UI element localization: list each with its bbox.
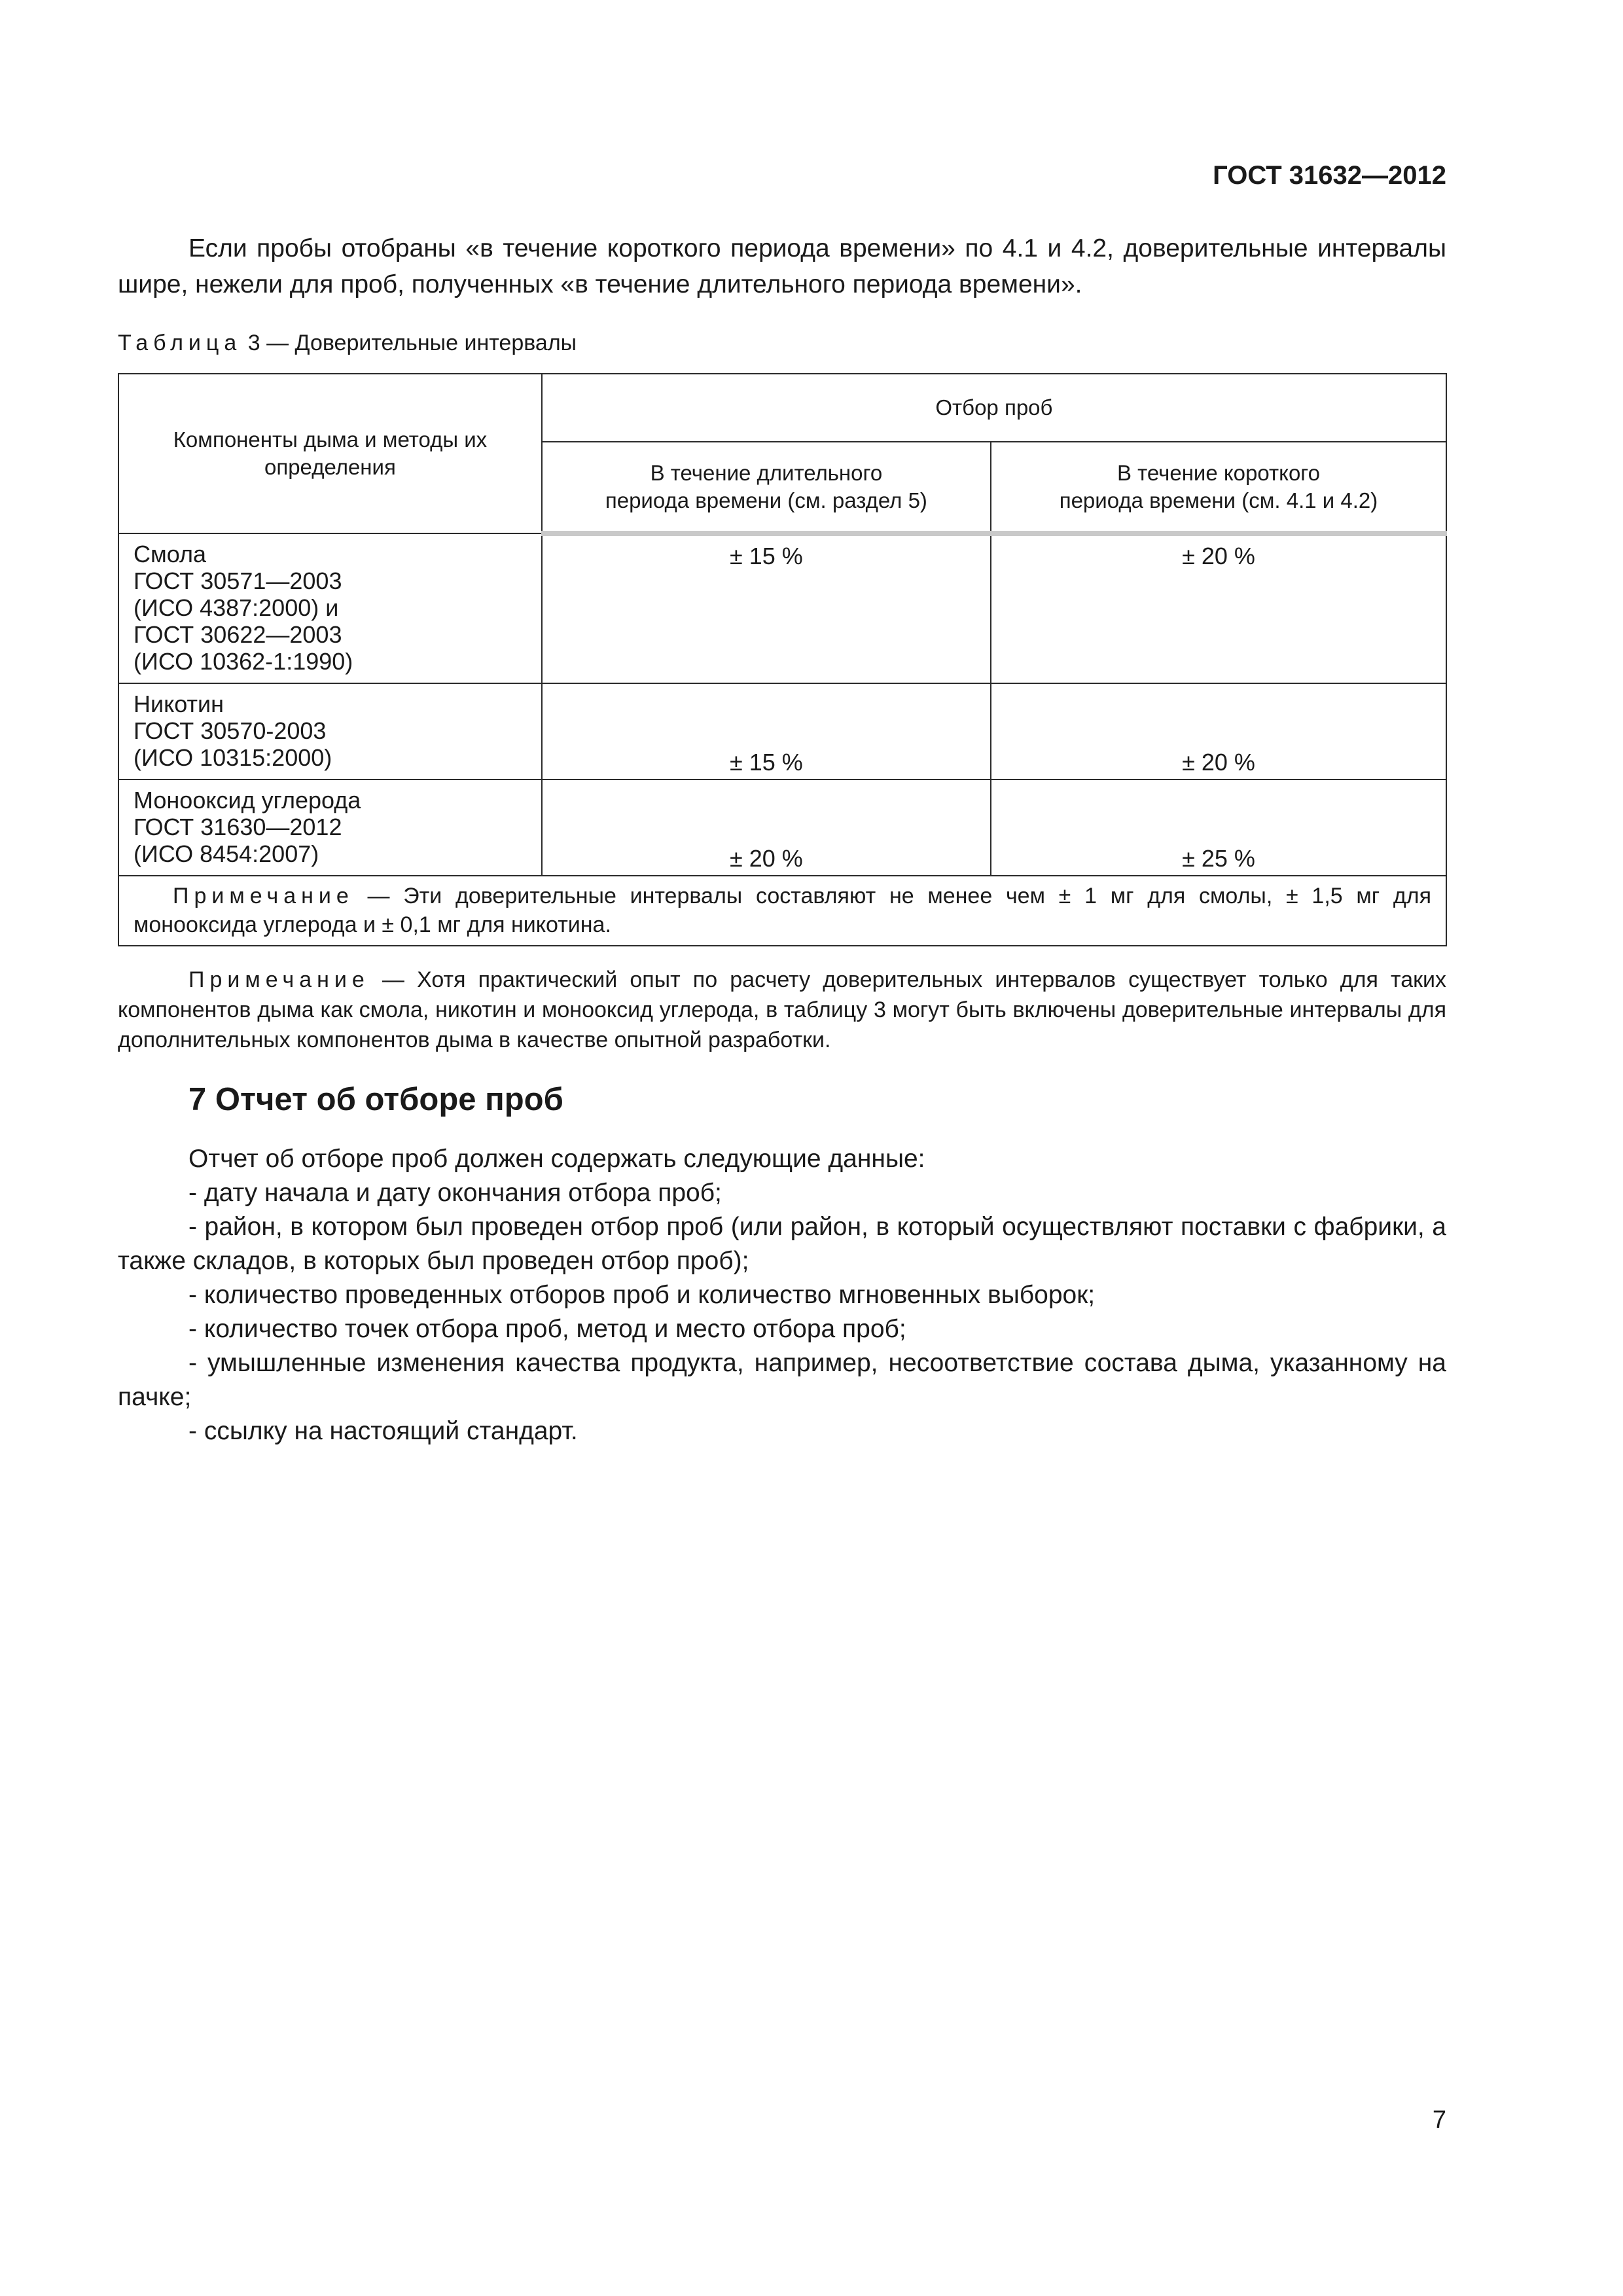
component-line: ГОСТ 30571—2003 [134, 567, 342, 594]
component-line: ГОСТ 30622—2003 [134, 621, 342, 648]
page-number: 7 [1432, 2106, 1446, 2134]
component-line: Монооксид углерода [134, 787, 361, 814]
component-cell [118, 533, 542, 683]
list-item: - дату начала и дату окончания отбора проб; [188, 1179, 722, 1207]
component-line: ГОСТ 30570-2003 [134, 717, 327, 744]
intro-paragraph [118, 230, 1446, 302]
table-row [118, 780, 1446, 876]
header-short-line1: В течение короткого [1116, 460, 1320, 485]
list-lead: Отчет об отборе проб должен содержать следующие данные: [188, 1145, 925, 1173]
note-text-block [118, 965, 1446, 1055]
header-short-period [991, 442, 1446, 533]
list-item: - количество проведенных отборов проб и количество мгновенных выборок; [188, 1281, 1096, 1309]
list-item: - район, в котором был проведен отбор проб (или район, в который осуществляют поставки с фабрики, а также складов, в которых был проведен отбор проб); [118, 1213, 1446, 1275]
table-caption-word: Таблица [118, 331, 242, 355]
header-short-line2: периода времени (см. 4.1 и 4.2) [1059, 488, 1378, 512]
long-period-value: ± 15 % [542, 533, 991, 683]
table-row [118, 533, 1446, 683]
header-sampling: Отбор проб [542, 374, 1446, 442]
confidence-intervals-table [118, 373, 1447, 946]
header-long-line2: периода времени (см. раздел 5) [605, 488, 927, 512]
header-long-period [542, 442, 991, 533]
list-item: - количество точек отбора проб, метод и место отбора проб; [188, 1315, 906, 1343]
long-period-value: ± 15 % [542, 683, 991, 780]
component-line: ГОСТ 31630—2012 [134, 814, 342, 840]
table-note-word: Примечание [173, 884, 354, 908]
short-period-value: ± 25 % [991, 780, 1446, 876]
table-note [134, 882, 1431, 939]
component-line: (ИСО 4387:2000) и [134, 594, 339, 621]
component-line: Никотин [134, 691, 224, 717]
report-requirements-list [118, 1142, 1446, 1448]
document-code: ГОСТ 31632—2012 [1213, 161, 1446, 190]
component-line: Смола [134, 541, 207, 567]
note-paragraph [118, 965, 1446, 1055]
short-period-value: ± 20 % [991, 683, 1446, 780]
list-item: - умышленные изменения качества продукта, например, несоответствие состава дыма, указанному на пачке; [118, 1349, 1446, 1411]
component-line: (ИСО 10362-1:1990) [134, 648, 353, 675]
component-cell [118, 780, 542, 876]
component-line: (ИСО 10315:2000) [134, 744, 332, 771]
note-text: — Хотя практический опыт по расчету доверительных интервалов существует только для таких компонентов дыма как смола, никотин и монооксид углерода, в таблицу 3 могут быть включены доверительные интервалы для дополнительных компонентов дыма в качестве опытной разработки. [118, 967, 1446, 1052]
short-period-value: ± 20 % [991, 533, 1446, 683]
table-caption-title: 3 — Доверительные интервалы [241, 331, 577, 355]
header-components-cell [118, 374, 542, 533]
long-period-value: ± 20 % [542, 780, 991, 876]
note-word: Примечание [188, 967, 370, 992]
component-cell [118, 683, 542, 780]
intro-text: Если пробы отобраны «в течение короткого периода времени» по 4.1 и 4.2, доверительные интервалы шире, нежели для проб, полученных «в течение длительного периода времени». [118, 234, 1446, 298]
table-row [118, 683, 1446, 780]
table-note-text: — Эти доверительные интервалы составляют не менее чем ± 1 мг для смолы, ± 1,5 мг для монооксида углерода и ± 0,1 мг для никотина. [134, 884, 1431, 937]
header-long-line1: В течение длительного [650, 460, 883, 485]
table-note-cell [118, 876, 1446, 946]
section-title: 7 Отчет об отборе проб [188, 1082, 563, 1117]
list-item: - ссылку на настоящий стандарт. [188, 1417, 578, 1445]
component-line: (ИСО 8454:2007) [134, 840, 319, 867]
table-caption [118, 331, 577, 356]
header-components: Компоненты дыма и методы их определения [173, 427, 488, 479]
